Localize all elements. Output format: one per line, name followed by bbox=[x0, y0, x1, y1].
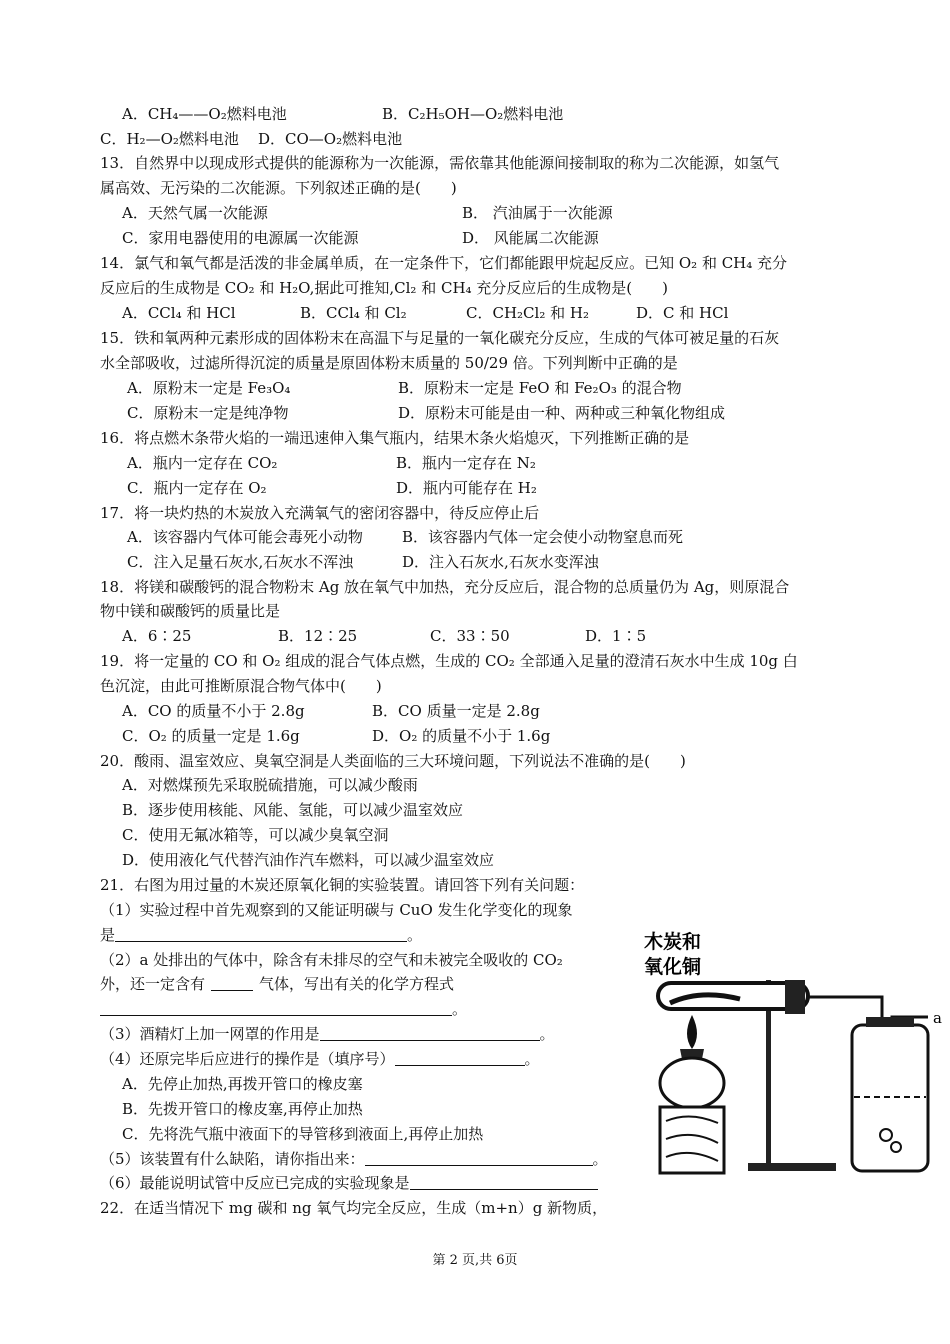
q21-part2-line3 bbox=[100, 999, 467, 1019]
q21-part5 bbox=[100, 1149, 608, 1169]
q20-option-a: A．对燃煤预先采取脱硫措施，可以减少酸雨 bbox=[122, 776, 418, 794]
q12-option-a: A．CH₄——O₂燃料电池 bbox=[122, 105, 287, 123]
q16-option-d: D．瓶内可能存在 H₂ bbox=[396, 479, 537, 497]
q21-part2-gas-blank[interactable] bbox=[211, 976, 253, 991]
q14-stem-line1: 14．氯气和氧气都是活泼的非金属单质，在一定条件下，它们都能跟甲烷起反应。已知 O₂ 和 CH₄ 充分 bbox=[100, 254, 788, 272]
q21-part2-equation-blank[interactable] bbox=[100, 1001, 452, 1016]
q17-option-d: D．注入石灰水,石灰水变浑浊 bbox=[402, 553, 599, 571]
q16-option-b: B．瓶内一定存在 N₂ bbox=[396, 454, 536, 472]
q21-part2-prefix: 外，还一定含有 bbox=[100, 975, 206, 993]
q21-part2-line2 bbox=[100, 974, 454, 994]
q21-part5-period: 。 bbox=[592, 1150, 608, 1168]
q15-stem-line2: 水全部吸收，过滤所得沉淀的质量是原固体粉末质量的 50/29 倍。下列判断中正确的是 bbox=[100, 354, 678, 372]
q20-stem: 20．酸雨、温室效应、臭氧空洞是人类面临的三大环境问题，下列说法不准确的是( ) bbox=[100, 752, 686, 770]
q13-option-b: B． 汽油属于一次能源 bbox=[462, 204, 613, 222]
alcohol-lamp bbox=[660, 1058, 724, 1108]
q13-option-d: D． 风能属二次能源 bbox=[462, 229, 599, 247]
q21-part3-blank[interactable] bbox=[320, 1026, 540, 1041]
q17-stem: 17．将一块灼热的木炭放入充满氧气的密闭容器中，待反应停止后 bbox=[100, 504, 540, 522]
q13-option-c: C．家用电器使用的电源属一次能源 bbox=[122, 229, 359, 247]
flame bbox=[687, 1015, 697, 1049]
page-footer: 第 2 页,共 6页 bbox=[432, 1253, 518, 1268]
q21-part1-line1: （1）实验过程中首先观察到的又能证明碳与 CuO 发生化学变化的现象 bbox=[100, 901, 573, 919]
q21-part3 bbox=[100, 1024, 555, 1044]
q14-option-b: B．CCl₄ 和 Cl₂ bbox=[300, 304, 407, 322]
q18-option-a: A．6∶25 bbox=[122, 627, 192, 645]
q17-option-b: B．该容器内气体一定会使小动物窒息而死 bbox=[402, 528, 684, 546]
q13-option-a: A．天然气属一次能源 bbox=[122, 204, 268, 222]
q16-option-a: A．瓶内一定存在 CO₂ bbox=[127, 454, 278, 472]
q21-part6-blank[interactable] bbox=[410, 1175, 598, 1190]
q15-option-d: D．原粉末可能是由一种、两种或三种氧化物组成 bbox=[398, 404, 726, 422]
q21-part5-blank[interactable] bbox=[365, 1151, 593, 1166]
q21-stem: 21．右图为用过量的木炭还原氧化铜的实验装置。请回答下列有关问题： bbox=[100, 876, 585, 894]
q21-part4-option-a: A．先停止加热,再拨开管口的橡皮塞 bbox=[122, 1075, 363, 1093]
q18-stem-line2: 物中镁和碳酸钙的质量比是 bbox=[100, 602, 281, 620]
q21-part4-blank[interactable] bbox=[395, 1051, 525, 1066]
q14-stem-line2: 反应后的生成物是 CO₂ 和 H₂O,据此可推知,Cl₂ 和 CH₄ 充分反应后的生成物是( ) bbox=[100, 279, 669, 297]
q21-part1-period: 。 bbox=[407, 926, 423, 944]
q14-option-a: A．CCl₄ 和 HCl bbox=[122, 304, 236, 322]
q19-stem-line2: 色沉淀，由此可推断原混合物气体中( ) bbox=[100, 677, 382, 695]
q16-option-c: C．瓶内一定存在 O₂ bbox=[127, 479, 267, 497]
tube-clamp bbox=[785, 980, 805, 1014]
apparatus-diagram bbox=[630, 925, 950, 1180]
q15-option-b: B．原粉末一定是 FeO 和 Fe₂O₃ 的混合物 bbox=[398, 379, 682, 397]
q15-option-c: C．原粉末一定是纯净物 bbox=[127, 404, 289, 422]
q17-option-c: C．注入足量石灰水,石灰水不浑浊 bbox=[127, 553, 354, 571]
q15-stem-line1: 15．铁和氧两种元素形成的固体粉末在高温下与足量的一氧化碳充分反应，生成的气体可被足量的石灰 bbox=[100, 329, 780, 347]
q21-part2-line1: （2）a 处排出的气体中，除含有未排尽的空气和未被完全吸收的 CO₂ bbox=[100, 951, 563, 969]
q21-part6 bbox=[100, 1173, 598, 1193]
q21-part2-suffix: 气体，写出有关的化学方程式 bbox=[259, 975, 455, 993]
q21-part4-option-c: C．先将洗气瓶中液面下的导管移到液面上,再停止加热 bbox=[122, 1125, 484, 1143]
q21-part1-prefix: 是 bbox=[100, 926, 116, 944]
q21-part4-option-b: B．先拨开管口的橡皮塞,再停止加热 bbox=[122, 1100, 363, 1118]
q18-option-b: B．12∶25 bbox=[278, 627, 358, 645]
fig-outlet-a: a bbox=[933, 1009, 942, 1027]
q21-part2-period: 。 bbox=[452, 1000, 468, 1018]
q19-option-b: B．CO 质量一定是 2.8g bbox=[372, 702, 540, 720]
q18-option-c: C．33∶50 bbox=[430, 627, 510, 645]
q12-option-b: B．C₂H₅OH—O₂燃料电池 bbox=[382, 105, 564, 123]
q20-option-b: B．逐步使用核能、风能、氢能，可以减少温室效应 bbox=[122, 801, 464, 819]
stand-base bbox=[748, 1163, 836, 1171]
q14-option-d: D．C 和 HCl bbox=[636, 304, 729, 322]
fig-label-charcoal: 木炭和 bbox=[644, 931, 702, 953]
q19-option-d: D．O₂ 的质量不小于 1.6g bbox=[372, 727, 551, 745]
q20-option-d: D．使用液化气代替汽油作汽车燃料，可以减少温室效应 bbox=[122, 851, 495, 869]
q21-part3-text: （3）酒精灯上加一网罩的作用是 bbox=[100, 1025, 320, 1043]
q18-stem-line1: 18．将镁和碳酸钙的混合物粉末 Ag 放在氧气中加热，充分反应后，混合物的总质量仍为 Ag，则原混合 bbox=[100, 578, 790, 596]
q21-part4 bbox=[100, 1049, 540, 1069]
fig-label-copper-oxide: 氧化铜 bbox=[644, 956, 702, 978]
q13-stem-line1: 13．自然界中以现成形式提供的能源称为一次能源，需依靠其他能源间接制取的称为二次能源，如氢气 bbox=[100, 154, 780, 172]
q20-option-c: C．使用无氟冰箱等，可以减少臭氧空洞 bbox=[122, 826, 389, 844]
q19-stem-line1: 19．将一定量的 CO 和 O₂ 组成的混合气体点燃，生成的 CO₂ 全部通入足量的澄清石灰水中生成 10g 白 bbox=[100, 652, 798, 670]
q15-option-a: A．原粉末一定是 Fe₃O₄ bbox=[127, 379, 291, 397]
q16-stem: 16．将点燃木条带火焰的一端迅速伸入集气瓶内，结果木条火焰熄灭，下列推断正确的是 bbox=[100, 429, 690, 447]
bottle-stopper bbox=[866, 1017, 914, 1027]
q12-option-d: D．CO—O₂燃料电池 bbox=[258, 130, 403, 148]
q21-part1-line2 bbox=[100, 925, 422, 945]
q21-part3-period: 。 bbox=[539, 1025, 555, 1043]
q21-part1-answer-blank[interactable] bbox=[115, 927, 407, 942]
q12-option-c: C．H₂—O₂燃料电池 bbox=[100, 130, 239, 148]
q14-option-c: C．CH₂Cl₂ 和 H₂ bbox=[466, 304, 589, 322]
q22-stem: 22．在适当情况下 mg 碳和 ng 氧气均完全反应，生成（m+n）g 新物质， bbox=[100, 1199, 608, 1217]
q19-option-c: C．O₂ 的质量一定是 1.6g bbox=[122, 727, 300, 745]
q21-part4-text: （4）还原完毕后应进行的操作是（填序号） bbox=[100, 1050, 395, 1068]
q13-stem-line2: 属高效、无污染的二次能源。下列叙述正确的是( ) bbox=[100, 179, 457, 197]
q17-option-a: A．该容器内气体可能会毒死小动物 bbox=[127, 528, 363, 546]
q21-part5-text: （5）该装置有什么缺陷，请你指出来： bbox=[100, 1150, 365, 1168]
q21-part4-period: 。 bbox=[524, 1050, 540, 1068]
q19-option-a: A．CO 的质量不小于 2.8g bbox=[122, 702, 305, 720]
q18-option-d: D．1∶5 bbox=[585, 627, 647, 645]
q21-part6-text: （6）最能说明试管中反应已完成的实验现象是 bbox=[100, 1174, 410, 1192]
